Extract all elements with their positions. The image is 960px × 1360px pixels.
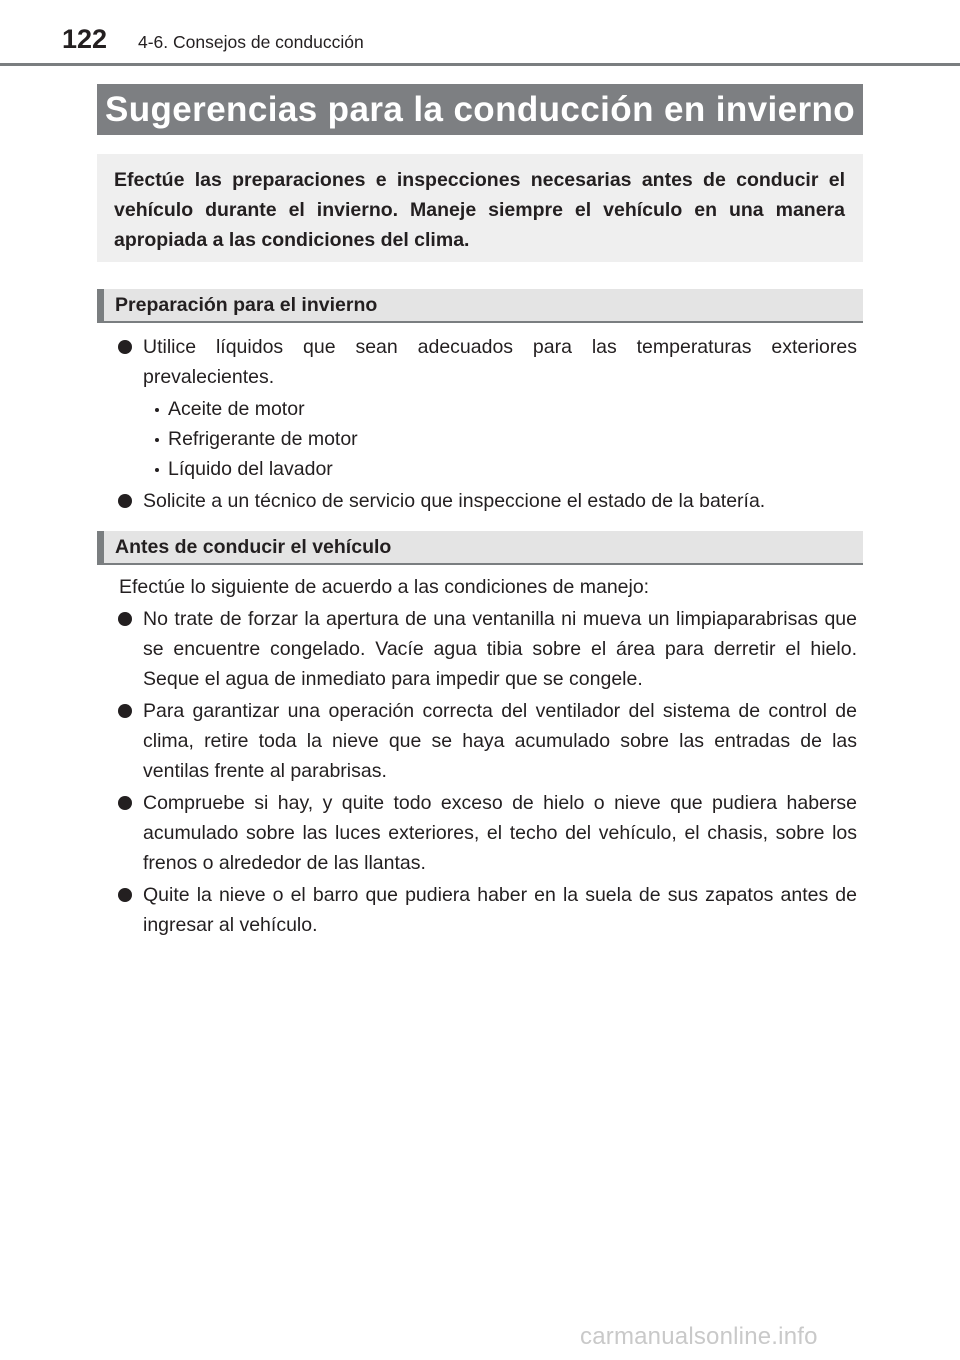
bullet-text: No trate de forzar la apertura de una ventanilla ni mueva un limpiaparabrisas que se encuentre congelado. Vacíe agua tibia sobre el área para derretir el hielo. Seque el agua de inmediato para impedir que se congele. (143, 608, 857, 690)
chapter-label: 4-6. Consejos de conducción (138, 32, 364, 52)
list-item (117, 788, 857, 878)
bullet-dot-icon (118, 494, 132, 508)
intro-text: Efectúe las preparaciones e inspecciones necesarias antes de conducir el vehículo durante el invierno. Maneje siempre el vehículo en una manera apropiada a las condiciones del clima. (114, 169, 845, 251)
list-item (117, 880, 857, 940)
small-bullet-icon (155, 468, 159, 472)
section-heading: Antes de conducir el vehículo (115, 536, 392, 558)
header-rule (0, 63, 960, 66)
sub-list-item (117, 454, 857, 484)
bullet-dot-icon (118, 612, 132, 626)
bullet-text: Compruebe si hay, y quite todo exceso de hielo o nieve que pudiera haberse acumulado sobre las luces exteriores, el techo del vehículo, el chasis, sobre los frenos o alrededor de las llantas. (143, 792, 857, 874)
section-header-before-driving (97, 531, 863, 565)
subitem-text: Refrigerante de motor (168, 428, 358, 450)
section-heading: Preparación para el invierno (115, 294, 378, 316)
subitem-text: Líquido del lavador (168, 458, 333, 480)
page-header (0, 0, 960, 66)
bullet-dot-icon (118, 888, 132, 902)
bullet-dot-icon (118, 796, 132, 810)
sub-list-item (117, 394, 857, 424)
bullet-text: Solicite a un técnico de servicio que inspeccione el estado de la batería. (143, 490, 766, 512)
page-title: Sugerencias para la conducción en invierno (105, 90, 856, 129)
list-item (117, 696, 857, 786)
intro-box (97, 154, 863, 262)
page-number: 122 (62, 24, 108, 54)
lead-text: Efectúe lo siguiente de acuerdo a las condiciones de manejo: (119, 576, 650, 598)
bullet-dot-icon (118, 340, 132, 354)
subitem-text: Aceite de motor (168, 398, 305, 420)
section-content-before-driving (117, 572, 857, 942)
bullet-dot-icon (118, 704, 132, 718)
list-item (117, 604, 857, 694)
bullet-text: Utilice líquidos que sean adecuados para las temperaturas exteriores prevalecientes. (143, 336, 857, 388)
small-bullet-icon (155, 438, 159, 442)
list-item (117, 486, 857, 516)
watermark: carmanualsonline.info (580, 1323, 818, 1350)
page-title-bar (97, 84, 863, 135)
small-bullet-icon (155, 408, 159, 412)
sub-list-item (117, 424, 857, 454)
list-item (117, 332, 857, 392)
bullet-text: Quite la nieve o el barro que pudiera haber en la suela de sus zapatos antes de ingresar al vehículo. (143, 884, 857, 936)
section-content-preparation (117, 332, 857, 518)
bullet-text: Para garantizar una operación correcta del ventilador del sistema de control de clima, retire toda la nieve que se haya acumulado sobre las entradas de las ventilas frente al parabrisas. (143, 700, 857, 782)
section-header-preparation (97, 289, 863, 323)
